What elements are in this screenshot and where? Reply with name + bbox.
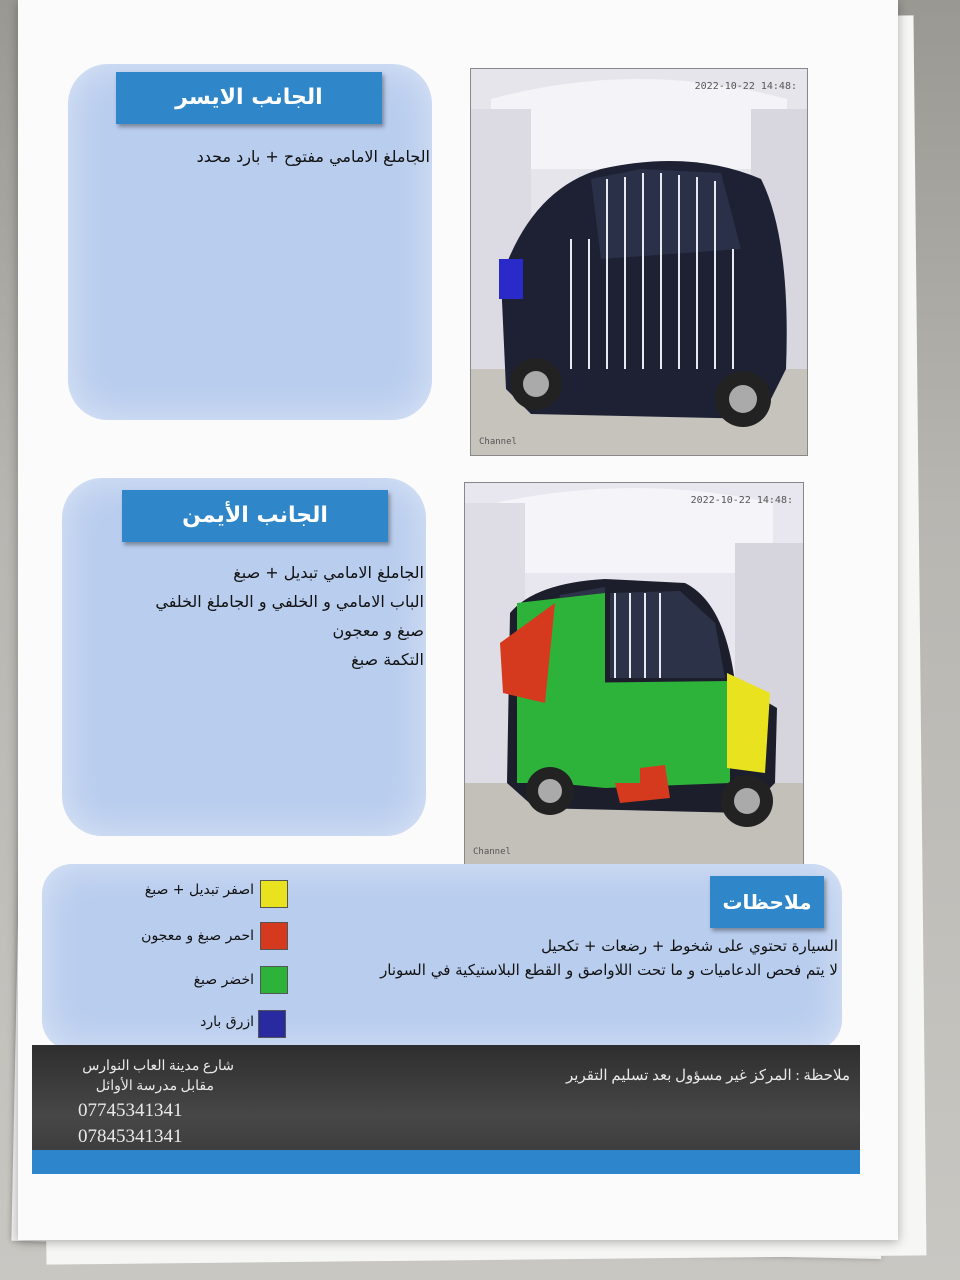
right-side-line: التكمة صبغ [351,650,424,669]
left-side-title: الجانب الايسر [116,72,382,124]
photo-channel-label: Channel [473,847,511,857]
legend-label-green: اخضر صبغ [193,972,254,988]
right-side-notes [72,558,424,674]
right-side-line: صبغ و معجون [332,621,424,640]
right-side-line: الجاملغ الامامي تبديل + صبغ [233,563,424,582]
footer-disclaimer: ملاحظة : المركز غير مسؤول بعد تسليم التقرير [566,1068,850,1084]
right-side-car-photo [464,482,804,866]
right-side-title: الجانب الأيمن [122,490,388,542]
photo-timestamp: 2022-10-22 14:48: [690,495,793,506]
footer-address-line2: مقابل مدرسة الأوائل [95,1079,214,1094]
notes-title: ملاحظات [710,876,824,928]
photo-timestamp: 2022-10-22 14:48: [694,81,797,92]
legend-swatch-green [260,966,288,994]
footer-accent-strip [32,1150,860,1174]
car-right-image [465,483,803,865]
legend-swatch-red [260,922,288,950]
left-side-car-photo [470,68,808,456]
footer-address-line1: شارع مدينة العاب النوارس [82,1059,234,1074]
legend-label-red: احمر صبغ و معجون [141,928,254,944]
left-side-line: الجاملغ الامامي مفتوح + بارد محدد [196,147,430,166]
footer-phone-1: 07745341341 [78,1100,183,1121]
car-left-image [471,69,807,455]
notes-line: السيارة تحتوي على شخوط + رضعات + تكحيل [541,937,838,955]
legend-swatch-blue [258,1010,286,1038]
report-page [18,0,898,1240]
right-side-line: الباب الامامي و الخلفي و الجاملغ الخلفي [155,592,424,611]
legend-label-yellow: اصفر تبديل + صبغ [144,882,254,898]
notes-body [358,934,838,982]
footer-phone-2: 07845341341 [78,1126,183,1147]
photo-channel-label: Channel [479,437,517,447]
legend-swatch-yellow [260,880,288,908]
left-side-notes [78,142,430,171]
notes-line: لا يتم فحص الدعاميات و ما تحت اللاواصق و القطع البلاستيكية في السونار [380,961,838,979]
legend-label-blue: ازرق بارد [200,1014,254,1030]
